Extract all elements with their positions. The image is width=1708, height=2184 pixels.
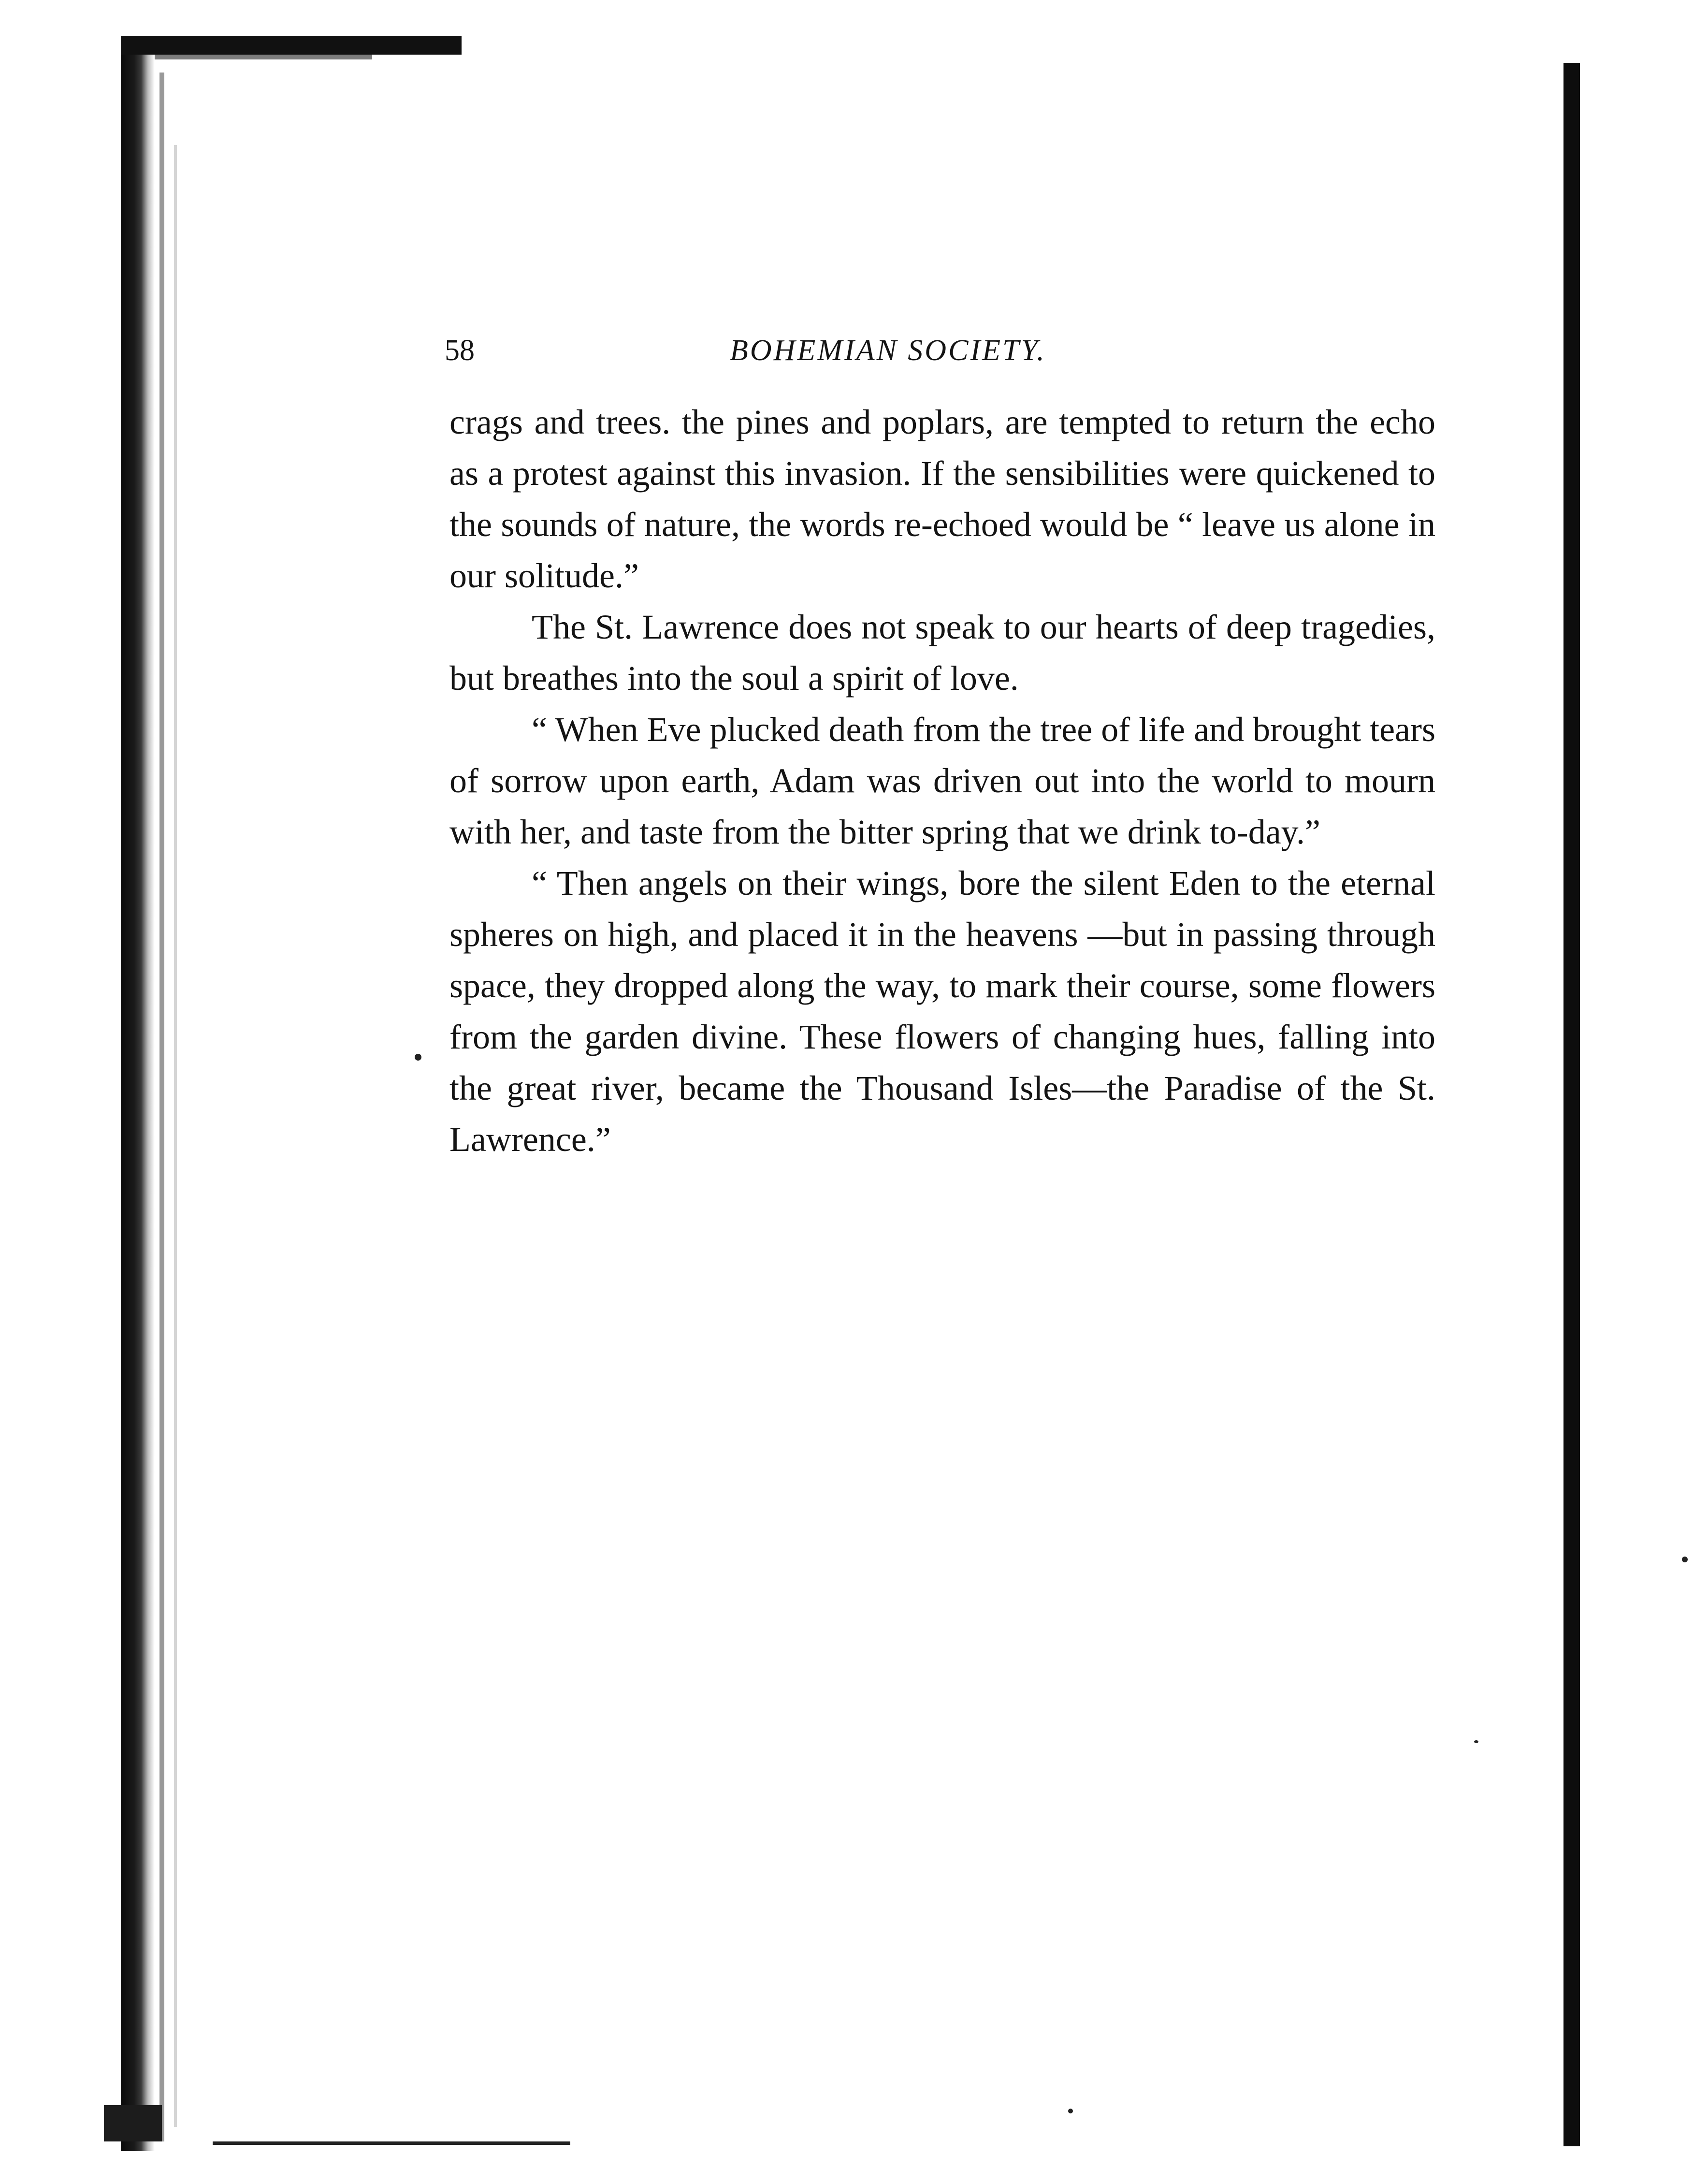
paragraph: “ When Eve plucked death from the tree of life and brought tears of sorrow upon earth, Adam was driven out into the world to mourn with her, and taste from the bitter spring that we drink to-day.” [449, 710, 1435, 851]
paragraph: “ Then angels on their wings, bore the silent Eden to the eternal spheres on high, and placed it in the heavens —but in passing through space, they dropped along the way, to mark their course, some flowers from the garden divine. These flowers of changing hues, falling into the great river, became the Thousand Isles—the Paradise of the St. Lawrence.” [449, 864, 1435, 1159]
scan-binding-shadow-left [121, 36, 155, 2151]
page-header [445, 329, 1447, 372]
scan-page-edge-right [1563, 63, 1580, 2146]
page-number: 58 [445, 334, 475, 367]
paragraph: crags and trees. the pines and poplars, are tempted to return the echo as a protest against this invasion. If the sensibilities were quickened to the sounds of nature, the words re-echoed would be “ leave us alone in our solitude.” [449, 403, 1435, 595]
scan-bottom-corner [104, 2105, 162, 2141]
paragraph: The St. Lawrence does not speak to our hearts of deep tragedies, but breathes into the soul a spirit of love. [449, 608, 1435, 698]
scan-speck [1474, 1740, 1478, 1743]
scan-speck [1068, 2109, 1073, 2113]
scan-bottom-edge [213, 2141, 570, 2145]
scan-speck [415, 1054, 421, 1061]
scan-top-edge [121, 36, 462, 55]
body-text [449, 396, 1435, 1165]
scan-top-edge-thin [155, 55, 372, 59]
scan-binding-line [159, 73, 164, 2141]
scan-speck [1682, 1557, 1688, 1562]
running-head: BOHEMIAN SOCIETY. [730, 334, 1046, 367]
scan-binding-line-faint [174, 145, 177, 2127]
